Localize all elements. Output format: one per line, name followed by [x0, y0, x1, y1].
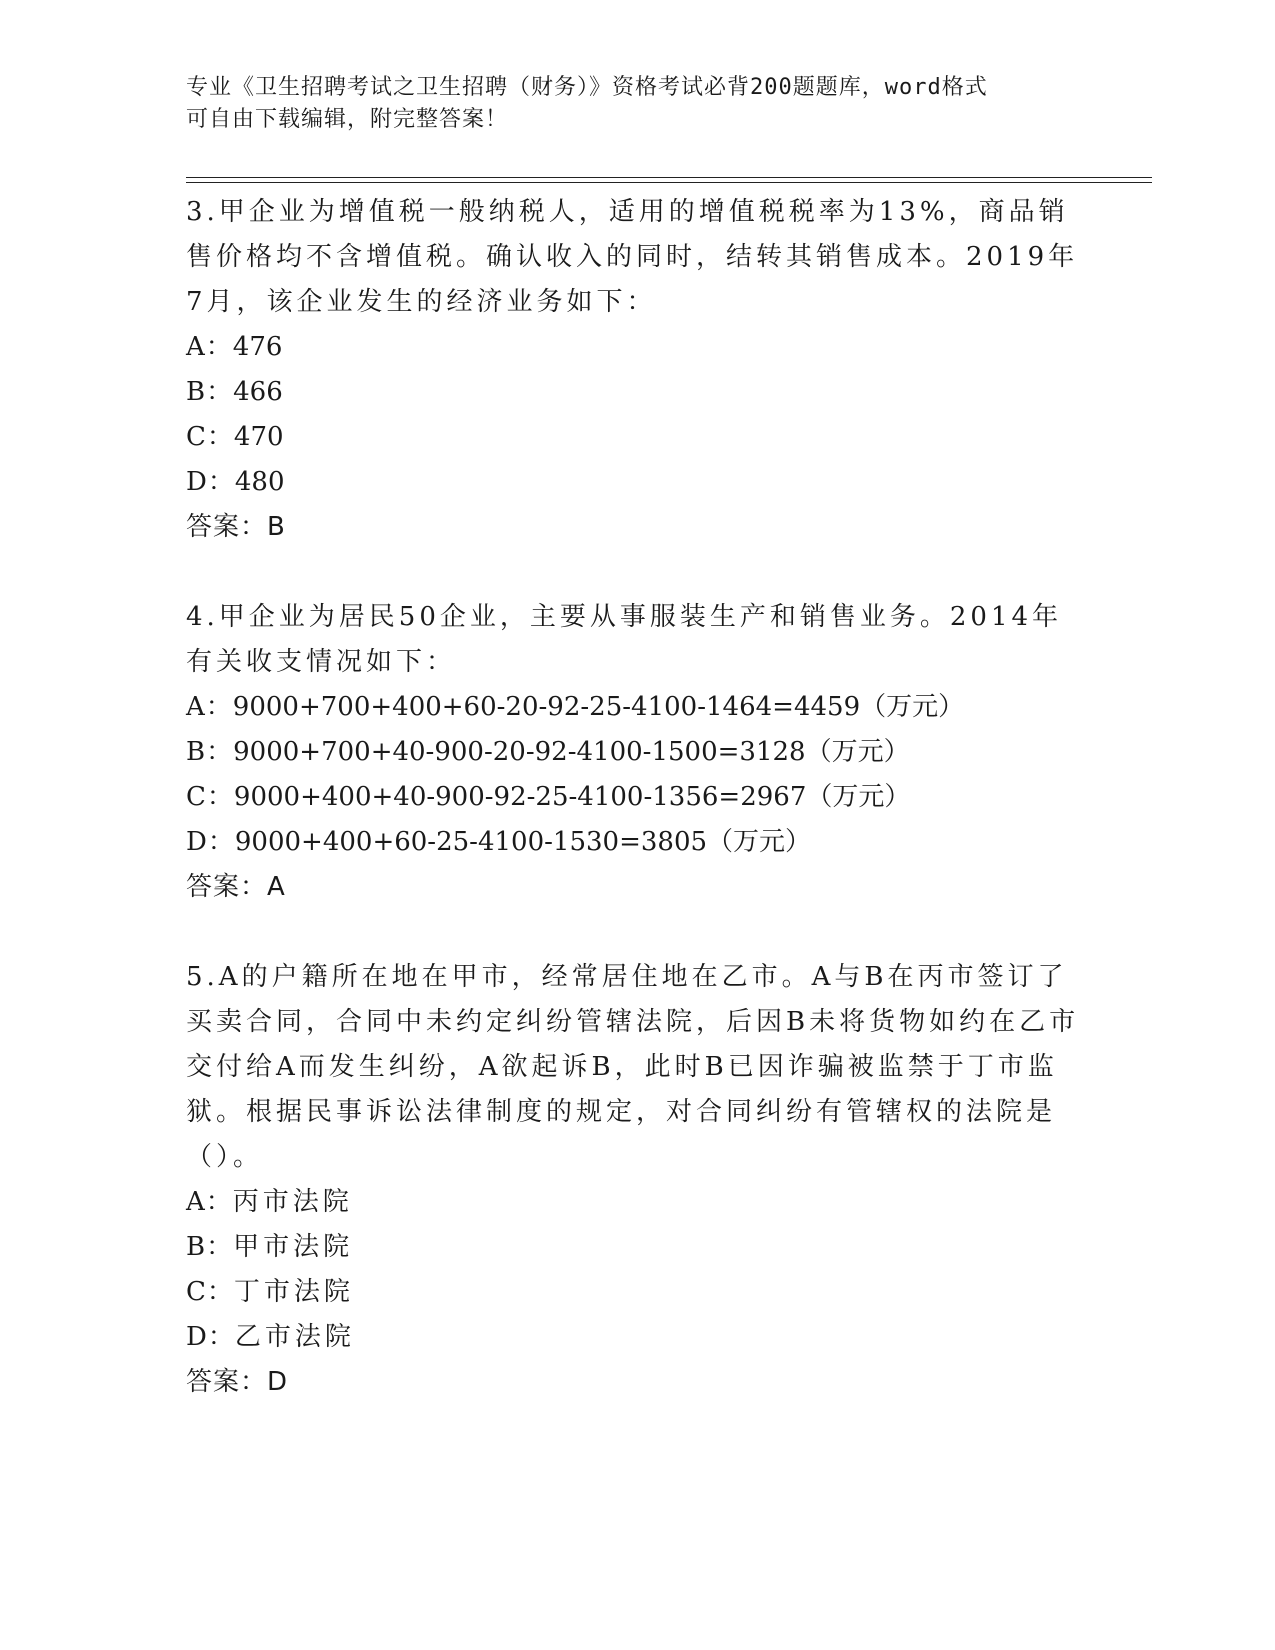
option-b [186, 1225, 1086, 1270]
answer-line: 答案：A [186, 872, 286, 902]
document-header [186, 72, 1086, 136]
option-text: 9000+700+400+60-20-92-25-4100-1464=4459（万元） [232, 692, 965, 722]
option-text: 9000+400+60-25-4100-1530=3805（万元） [234, 827, 812, 857]
question-text: 4.甲企业为居民50企业，主要从事服装生产和销售业务。2014年有关收支情况如下： [186, 602, 1063, 677]
option-letter: B： [186, 1232, 234, 1262]
option-text: 470 [233, 422, 284, 452]
question-item [186, 190, 1086, 550]
option-text: 9000+700+40-900-20-92-4100-1500=3128（万元） [233, 737, 910, 767]
option-letter: C： [186, 1277, 234, 1307]
option-letter: A： [186, 332, 233, 362]
option-letter: A： [186, 1187, 233, 1217]
option-c [186, 775, 1086, 820]
option-d [186, 1315, 1086, 1360]
question-text: 5.A的户籍所在地在甲市，经常居住地在乙市。A与B在丙市签订了买卖合同，合同中未约定纠纷管辖法院，后因B未将货物如约在乙市交付给A而发生纠纷，A欲起诉B，此时B已因诈骗被监禁于丁市监狱。根据民事诉讼法律制度的规定，对合同纠纷有管辖权的法院是（）。 [186, 962, 1080, 1172]
option-letter: C： [186, 422, 234, 452]
option-text: 480 [234, 467, 285, 497]
option-text: 丙市法院 [232, 1187, 353, 1217]
question-list [186, 190, 1086, 1450]
header-divider-top [186, 177, 1152, 178]
question-item [186, 955, 1086, 1405]
option-a [186, 325, 1086, 370]
option-letter: C： [186, 782, 234, 812]
header-line-2: 可自由下载编辑，附完整答案！ [186, 107, 509, 132]
answer-line: 答案：D [186, 1367, 289, 1397]
option-b [186, 730, 1086, 775]
option-a [186, 685, 1086, 730]
option-letter: B： [186, 737, 234, 767]
question-text: 3.甲企业为增值税一般纳税人，适用的增值税税率为13%，商品销售价格均不含增值税。确认收入的同时，结转其销售成本。2019年7月，该企业发生的经济业务如下： [186, 197, 1079, 317]
option-b [186, 370, 1086, 415]
option-text: 丁市法院 [233, 1277, 354, 1307]
option-letter: A： [186, 692, 233, 722]
option-c [186, 415, 1086, 460]
header-line-1: 专业《卫生招聘考试之卫生招聘（财务）》资格考试必背200题题库，word格式 [186, 75, 988, 100]
option-text: 甲市法院 [233, 1232, 354, 1262]
option-d [186, 460, 1086, 505]
answer-line: 答案：B [186, 512, 286, 542]
option-text: 466 [233, 377, 283, 407]
header-divider-bottom [186, 182, 1152, 183]
option-text: 476 [232, 332, 283, 362]
option-a [186, 1180, 1086, 1225]
option-d [186, 820, 1086, 865]
option-letter: D： [186, 827, 235, 857]
option-letter: D： [186, 467, 235, 497]
option-text: 乙市法院 [234, 1322, 355, 1352]
option-letter: B： [186, 377, 234, 407]
question-item [186, 595, 1086, 910]
option-text: 9000+400+40-900-92-25-4100-1356=2967（万元） [233, 782, 911, 812]
option-letter: D： [186, 1322, 235, 1352]
option-c [186, 1270, 1086, 1315]
